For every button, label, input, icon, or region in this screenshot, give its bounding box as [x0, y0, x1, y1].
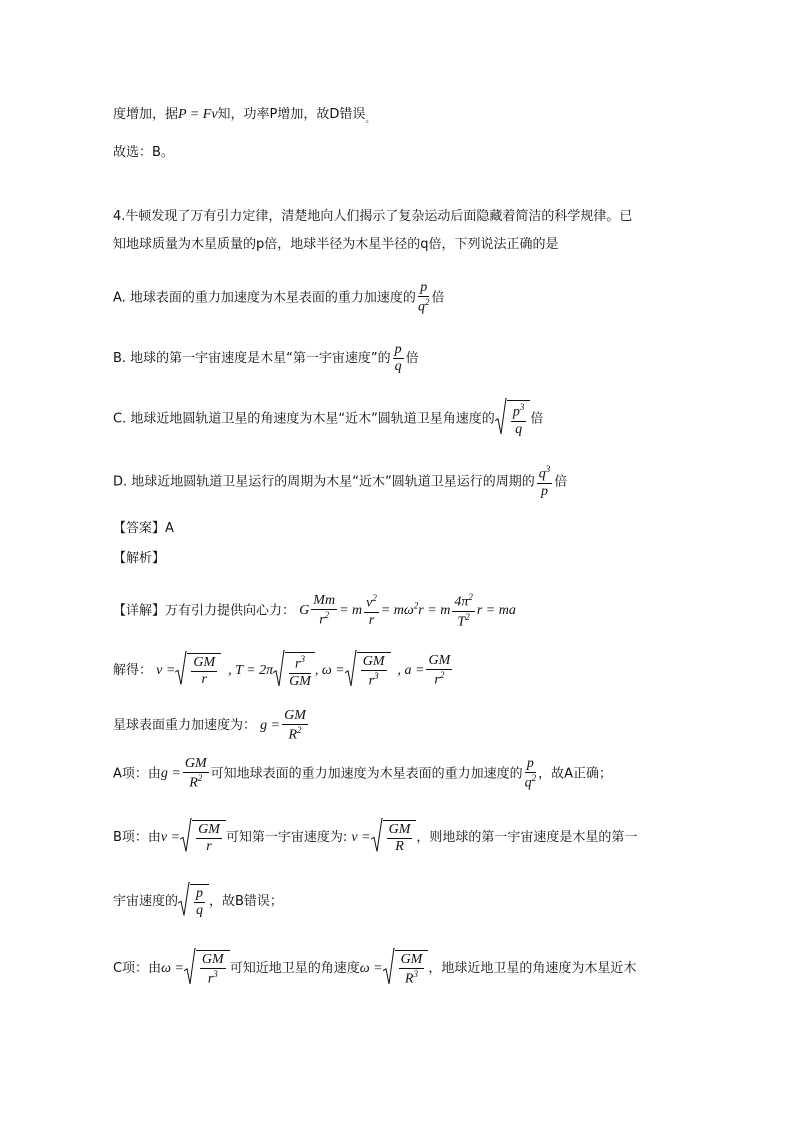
option-b-numerator: p	[393, 342, 404, 359]
power-equation: P = Fv	[178, 107, 218, 122]
line1-pre: 度增加，据	[113, 107, 179, 122]
option-b-text: B. 地球的第一宇宙速度是木星“第一宇宙速度”的	[113, 351, 391, 367]
sqrt-icon	[495, 398, 507, 436]
option-a-suffix: 倍	[431, 290, 445, 306]
option-d-fraction	[537, 464, 553, 500]
option-a	[113, 280, 444, 316]
item-b-pre: B项：由	[113, 829, 161, 845]
item-a-post: ，故A正确；	[538, 766, 613, 782]
option-a-denominator	[418, 297, 430, 316]
option-d-num-exp: 3	[545, 464, 551, 474]
option-c-numerator	[511, 402, 527, 422]
option-b-fraction	[393, 342, 404, 375]
analysis-label: 【解析】	[113, 551, 166, 566]
item-b2-post: ，故B错误；	[209, 893, 283, 909]
option-c-num-base: p	[512, 404, 520, 420]
option-c-num-exp: 3	[519, 402, 525, 412]
item-b-equation-1: v = $\frac{GM}{r}$	[161, 830, 226, 845]
item-b2-radical: $\frac{p}{q}$	[178, 894, 209, 909]
option-d	[113, 464, 567, 500]
option-d-suffix: 倍	[554, 474, 568, 490]
option-a-den-exp: 2	[424, 297, 430, 308]
option-d-numerator	[537, 464, 553, 484]
solve-label: 解得：	[113, 663, 153, 679]
option-d-text: D. 地球近地圆轨道卫星运行的周期为木星“近木”圆轨道卫星运行的周期的	[113, 474, 535, 490]
option-c-text: C. 地球近地圆轨道卫星的角速度为木星“近木”圆轨道卫星角速度的	[113, 411, 495, 427]
option-b	[113, 342, 419, 375]
item-b2-pre: 宇宙速度的	[113, 893, 179, 909]
item-b-mid: 可知第一宇宙速度为:	[225, 829, 348, 845]
item-a-mid: 可知地球表面的重力加速度为木星表面的重力加速度的	[210, 766, 523, 782]
item-c-pre: C项：由	[113, 961, 162, 977]
option-c	[113, 400, 543, 438]
option-a-den-base: q	[417, 299, 425, 315]
item-c-equation-1: ω = $\frac{GM}{r^3}$	[161, 961, 230, 976]
item-b-line	[113, 820, 637, 855]
text-line-2: 故选：B。	[113, 145, 174, 160]
item-a-equation: g = $\frac{GM}{R^2}$	[160, 756, 207, 792]
solve-line	[113, 652, 454, 690]
option-c-radical	[495, 400, 531, 438]
option-b-denominator: q	[394, 359, 402, 375]
item-b-equation-2: v = $\frac{GM}{R}$	[351, 830, 416, 845]
answer-label: 【答案】A	[113, 521, 174, 536]
detail-line	[113, 592, 516, 631]
option-d-denominator: p	[541, 483, 548, 499]
text-line-1	[113, 108, 374, 125]
question-4-stem-2: 知地球质量为木星质量的p倍，地球半径为木星半径的q倍，下列说法正确的是	[113, 237, 559, 252]
surface-g-equation: g = $\frac{GM}{R^2}$	[260, 708, 306, 743]
item-a-pre: A项：由	[113, 766, 161, 782]
option-a-text: A. 地球表面的重力加速度为木星表面的重力加速度的	[113, 290, 416, 306]
surface-g-label: 星球表面重力加速度为：	[113, 718, 257, 734]
item-c-mid: 可知近地卫星的角速度	[229, 961, 360, 977]
option-b-suffix: 倍	[405, 351, 419, 367]
surface-g-line	[113, 708, 310, 744]
line1-post: 知，功率P增加，故D错误	[217, 107, 366, 122]
option-c-denominator: q	[515, 421, 523, 437]
detail-label: 【详解】万有引力提供向心力：	[113, 603, 296, 619]
item-b-line-2	[113, 884, 283, 919]
option-c-suffix: 倍	[530, 411, 544, 427]
option-d-num-base: q	[538, 466, 546, 482]
option-a-fraction	[418, 280, 430, 316]
detail-equation: G $\frac{Mm}{r^2}$ = m $\frac{v^2}{r}$ = $m\omega^2r = m$ $\frac{4\pi^2}{T^2}$ r = ma	[299, 592, 516, 630]
line1-dot: 。	[365, 115, 375, 125]
item-c-line	[113, 950, 636, 988]
item-c-post: ，地球近地卫星的角速度为木星近木	[428, 961, 637, 977]
item-a-fraction: $\frac{p}{q^2}$	[524, 756, 537, 791]
option-c-fraction	[511, 402, 527, 438]
item-b-post: ，则地球的第一宇宙速度是木星的第一	[416, 829, 638, 845]
item-a-line	[113, 756, 612, 792]
item-c-equation-2: ω = $\frac{GM}{R^3}$	[360, 961, 429, 976]
solve-equations: v = $\frac{GM}{r}$ , T = 2π $\frac{r^3}{GM}$ , ω = $\frac{GM}{r^3}$ , a = $\frac{GM}{r^2}$	[156, 663, 454, 678]
option-a-numerator: p	[418, 280, 430, 297]
question-4-stem-1: 4.牛顿发现了万有引力定律，清楚地向人们揭示了复杂运动后面隐藏着简洁的科学规律。已	[113, 209, 633, 224]
